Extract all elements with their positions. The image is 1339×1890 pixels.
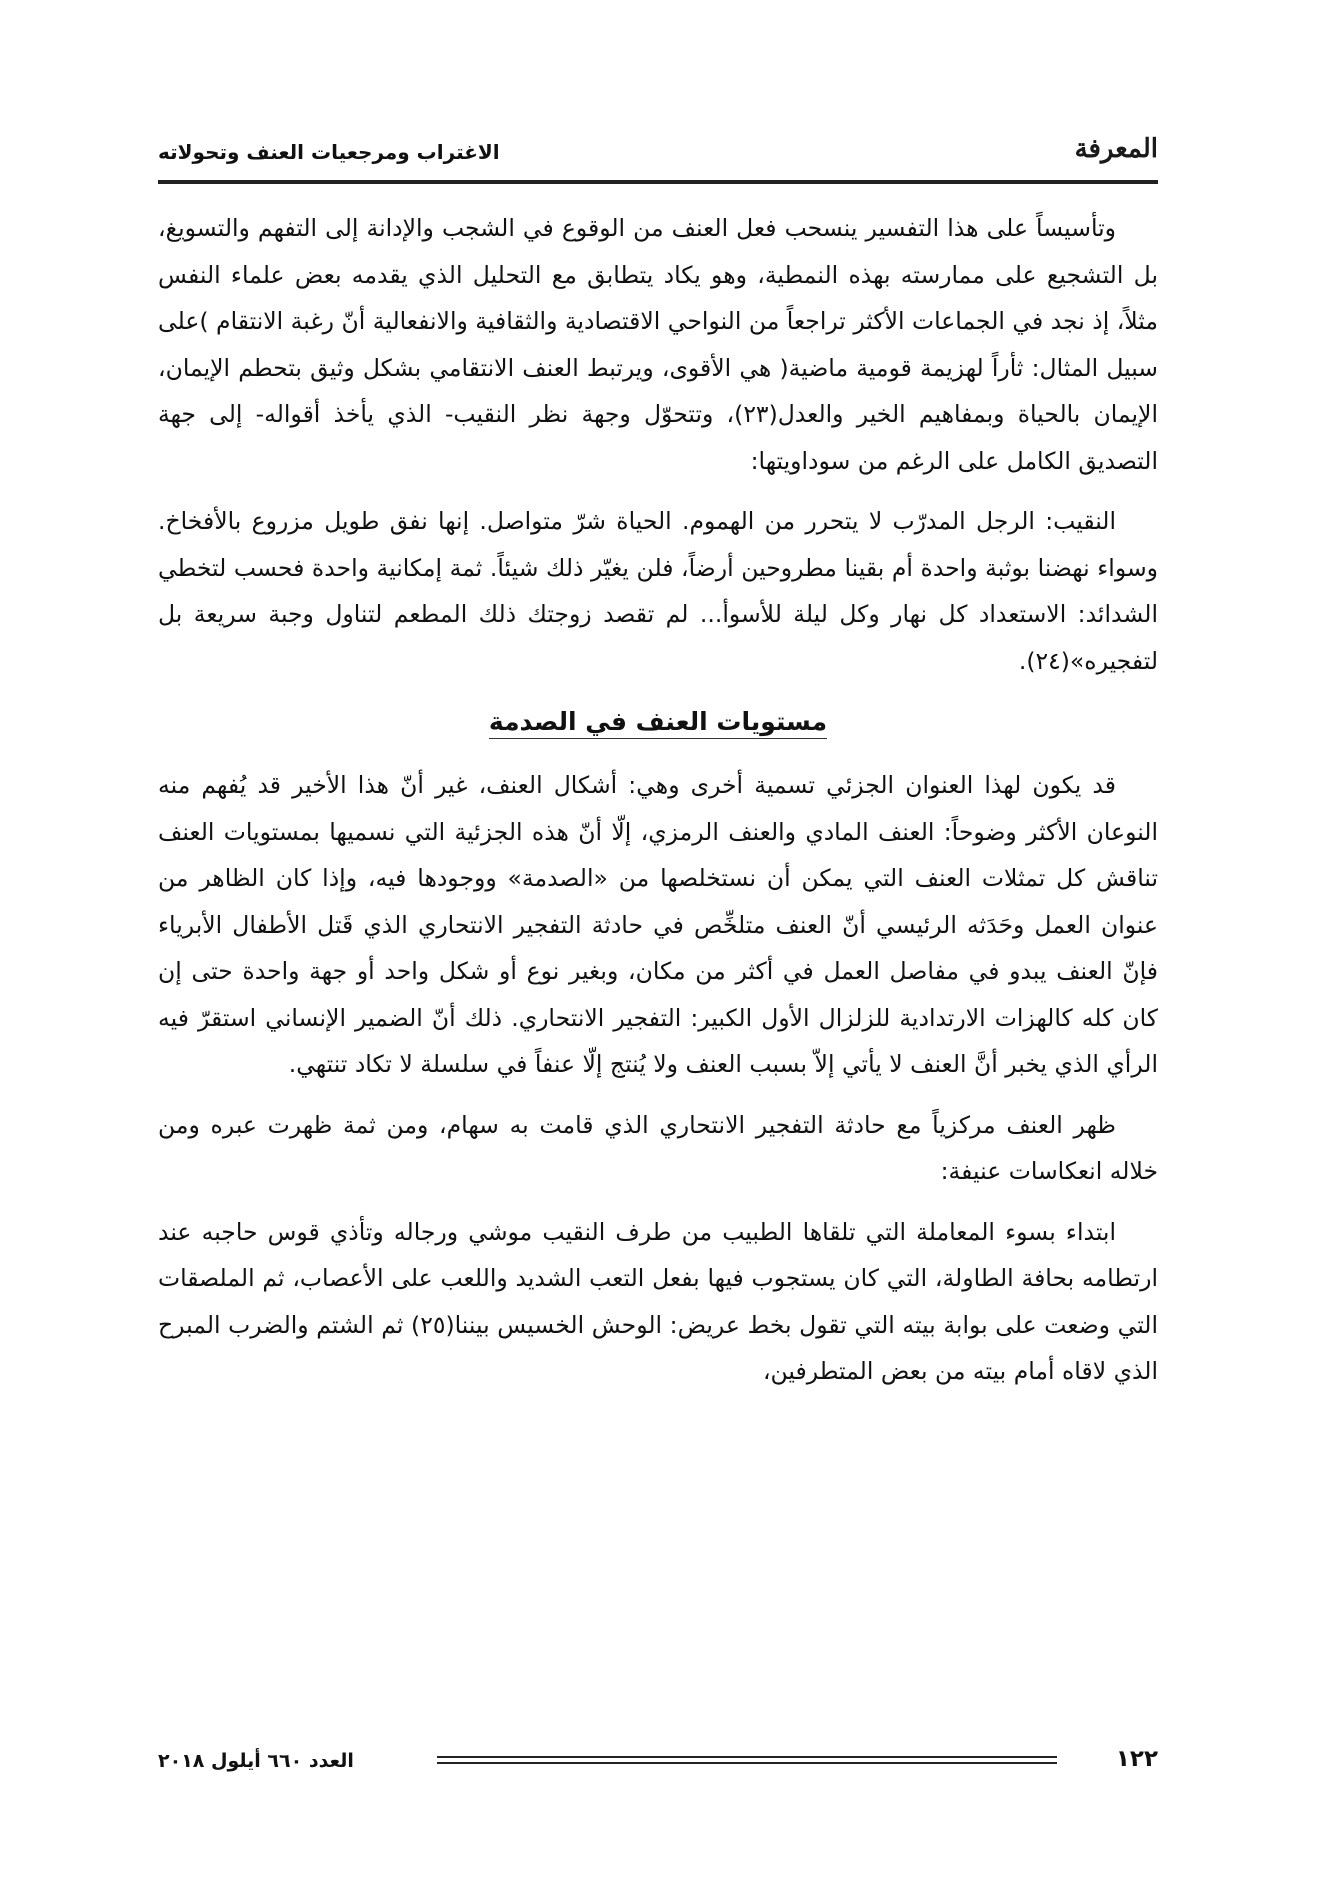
article-body (158, 205, 1158, 1409)
paragraph-1: وتأسيساً على هذا التفسير ينسحب فعل العنف من الوقوع في الشجب والإدانة إلى التفهم والتسويغ، بل التشجيع على ممارسته بهذه النمطية، وهو يكاد يتطابق مع التحليل الذي يقدمه بعض علماء النفس مثلاً، إذ نجد في الجماعات الأكثر تراجعاً من النواحي الاقتصادية والثقافية والانفعالية أنّ رغبة الانتقام )على سبيل المثال: ثأراً لهزيمة قومية ماضية( هي الأقوى، ويرتبط العنف الانتقامي بشكل وثيق بتحطم الإيمان، الإيمان بالحياة وبمفاهيم الخير والعدل(٢٣)، وتتحوّل وجهة نظر النقيب- الذي يأخذ أقواله- إلى جهة التصديق الكامل على الرغم من سوداويتها: (158, 214, 1158, 475)
paragraph-3: قد يكون لهذا العنوان الجزئي تسمية أخرى وهي: أشكال العنف، غير أنّ هذا الأخير قد يُفهم منه النوعان الأكثر وضوحاً: العنف المادي والعنف الرمزي، إلّا أنّ هذه الجزئية التي نسميها بمستويات العنف تناقش كل تمثلات العنف التي يمكن أن نستخلصها من «الصدمة» ووجودها فيه، وإذا كان الظاهر من عنوان العمل وحَدَثه الرئيسي أنّ العنف متلخِّص في حادثة التفجير الانتحاري الذي قَتل الأطفال الأبرياء فإنّ العنف يبدو في مفاصل العمل في أكثر من مكان، وبغير نوع أو شكل واحد أو جهة واحدة حتى إن كان كله كالهزات الارتدادية للزلزال الأول الكبير: التفجير الانتحاري. ذلك أنّ الضمير الإنساني استقرّ فيه الرأي الذي يخبر أنَّ العنف لا يأتي إلاّ بسبب العنف ولا يُنتج إلّا عنفاً في سلسلة لا تكاد تنتهي. (158, 771, 1158, 1078)
page-number: ١٢٢ (1115, 1746, 1158, 1772)
footer-divider-top (437, 1756, 1057, 1758)
page-header (158, 128, 1158, 178)
section-heading (158, 702, 1158, 742)
section-heading-text: مستويات العنف في الصدمة (489, 707, 827, 739)
paragraph-2: النقيب: الرجل المدرّب لا يتحرر من الهموم. الحياة شرّ متواصل. إنها نفق طويل مزروع بالأفخاخ. وسواء نهضنا بوثبة واحدة أم بقينا مطروحين أرضاً، فلن يغيّر ذلك شيئاً. ثمة إمكانية واحدة فحسب لتخطي الشدائد: الاستعداد كل نهار وكل ليلة للأسوأ... لم تقصد زوجتك ذلك المطعم لتناول وجبة سريعة بل لتفجيره»(٢٤). (158, 507, 1158, 675)
issue-info: العدد ٦٦٠ أيلول ٢٠١٨ (158, 1750, 354, 1772)
header-divider (158, 180, 1158, 184)
magazine-logo: المعرفة (1074, 134, 1158, 164)
footer-divider-bottom (437, 1762, 1057, 1764)
paragraph-5: ابتداء بسوء المعاملة التي تلقاها الطبيب من طرف النقيب موشي ورجاله وتأذي قوس حاجبه عند ارتطامه بحافة الطاولة، التي كان يستجوب فيها بفعل التعب الشديد واللعب على الأعصاب، ثم الملصقات التي وضعت على بوابة بيته التي تقول بخط عريض: الوحش الخسيس بيننا(٢٥) ثم الشتم والضرب المبرح الذي لاقاه أمام بيته من بعض المتطرفين، (158, 1217, 1158, 1385)
running-title: الاغتراب ومرجعيات العنف وتحولاته (158, 140, 500, 164)
paragraph-4: ظهر العنف مركزياً مع حادثة التفجير الانتحاري الذي قامت به سهام، ومن ثمة ظهرت عبره ومن خلاله انعكاسات عنيفة: (158, 1110, 1158, 1185)
